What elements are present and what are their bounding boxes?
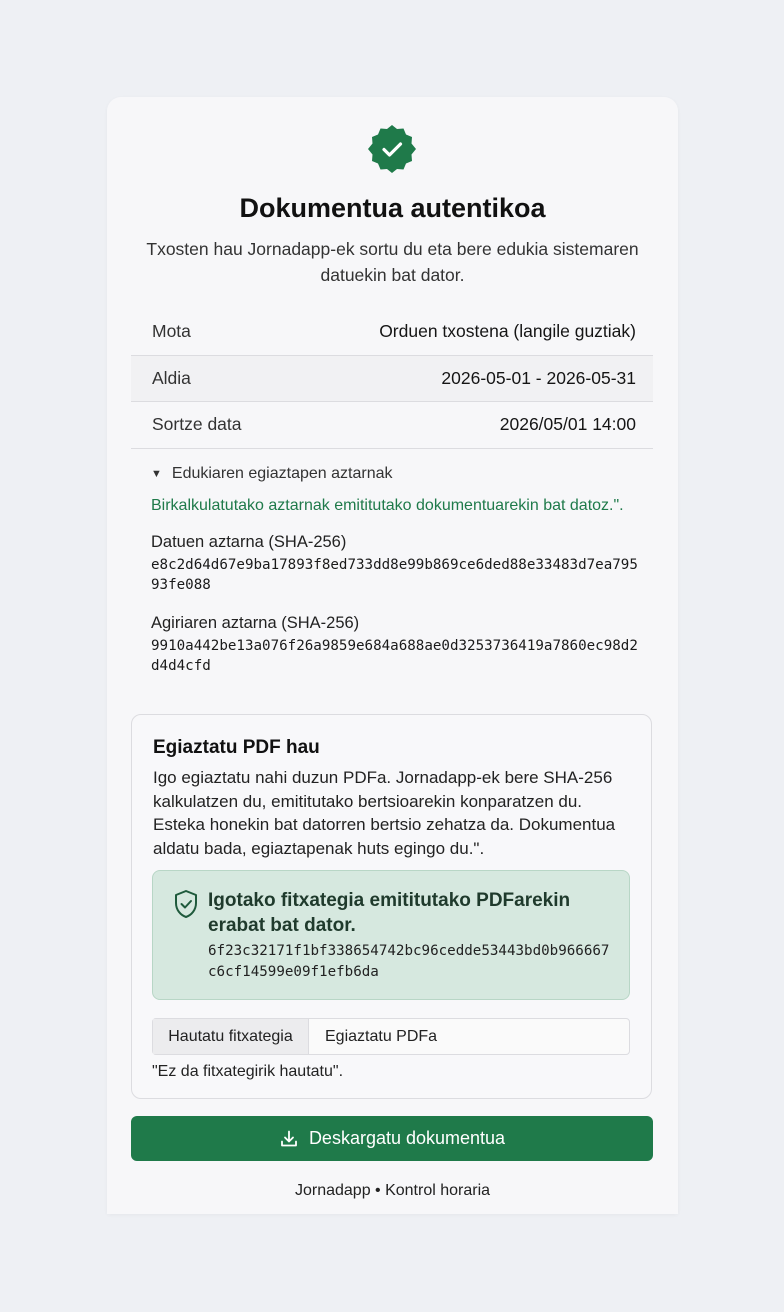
data-hash-label: Datuen aztarna (SHA-256) xyxy=(151,533,347,551)
page-title: Dokumentua autentikoa xyxy=(239,193,546,223)
verify-title: Egiaztatu PDF hau xyxy=(153,737,320,758)
document-metadata xyxy=(131,309,653,449)
download-icon xyxy=(279,1129,299,1149)
meta-row-period xyxy=(131,356,653,403)
file-input xyxy=(152,1018,630,1055)
meta-row-created xyxy=(131,402,653,449)
meta-label: Mota xyxy=(152,321,191,342)
verify-description: Igo egiaztatu nahi duzun PDFa. Jornadapp-ek bere SHA-256 kalkulatzen du, emititutako bertsioarekin konparatzen du. Esteka honekin bat datorren bertsio zehatza da. Dokumentua aldatu bada, egiaztapenak huts egingo du.". xyxy=(153,768,616,858)
shield-check-icon xyxy=(173,889,199,919)
verify-pdf-panel xyxy=(131,714,652,1099)
meta-label: Sortze data xyxy=(152,414,242,435)
meta-value: Orduen txostena (langile guztiak) xyxy=(379,321,636,342)
data-hash-value: e8c2d64d67e9ba17893f8ed733dd8e99b869ce6ded88e33483d7ea79593fe088 xyxy=(151,557,638,593)
download-label: Deskargatu dokumentua xyxy=(308,1128,506,1148)
fingerprints-summary-toggle[interactable] xyxy=(151,465,638,483)
download-document-button[interactable] xyxy=(131,1116,653,1161)
fingerprints-details xyxy=(151,465,638,676)
verify-pdf-button[interactable]: Egiaztatu PDFa xyxy=(325,1027,438,1045)
verify-result-hash: 6f23c32171f1bf338654742bc96cedde53443bd0b966667c6cf14599e09f1efb6da xyxy=(208,943,610,980)
doc-hash-label: Agiriaren aztarna (SHA-256) xyxy=(151,614,360,632)
fingerprints-summary-label: Edukiaren egiaztapen aztarnak xyxy=(171,465,393,482)
choose-file-button[interactable]: Hautatu fitxategia xyxy=(153,1019,309,1054)
meta-row-type xyxy=(131,309,653,356)
document-card xyxy=(107,97,678,1214)
verify-result-title: Igotako fitxategia emititutako PDFarekin erabat bat dator. xyxy=(208,890,571,936)
verified-check-icon xyxy=(366,123,418,175)
meta-value: 2026-05-01 - 2026-05-31 xyxy=(441,367,636,388)
triangle-down-icon: ▼ xyxy=(151,468,162,480)
meta-label: Aldia xyxy=(152,367,191,388)
verify-result-box xyxy=(152,870,630,1000)
meta-value: 2026/05/01 14:00 xyxy=(499,414,636,435)
footer-text: Jornadapp • Kontrol horaria xyxy=(294,1182,491,1199)
fingerprints-match-message: Birkalkulatutako aztarnak emititutako dokumentuarekin bat datoz.". xyxy=(151,497,624,514)
doc-hash-value: 9910a442be13a076f26a9859e684a688ae0d3253736419a7860ec98d2d4d4cfd xyxy=(151,638,638,674)
page-subtitle: Txosten hau Jornadapp-ek sortu du eta bere edukia sistemaren datuekin bat dator. xyxy=(146,239,639,285)
no-file-text: "Ez da fitxategirik hautatu". xyxy=(152,1063,344,1080)
